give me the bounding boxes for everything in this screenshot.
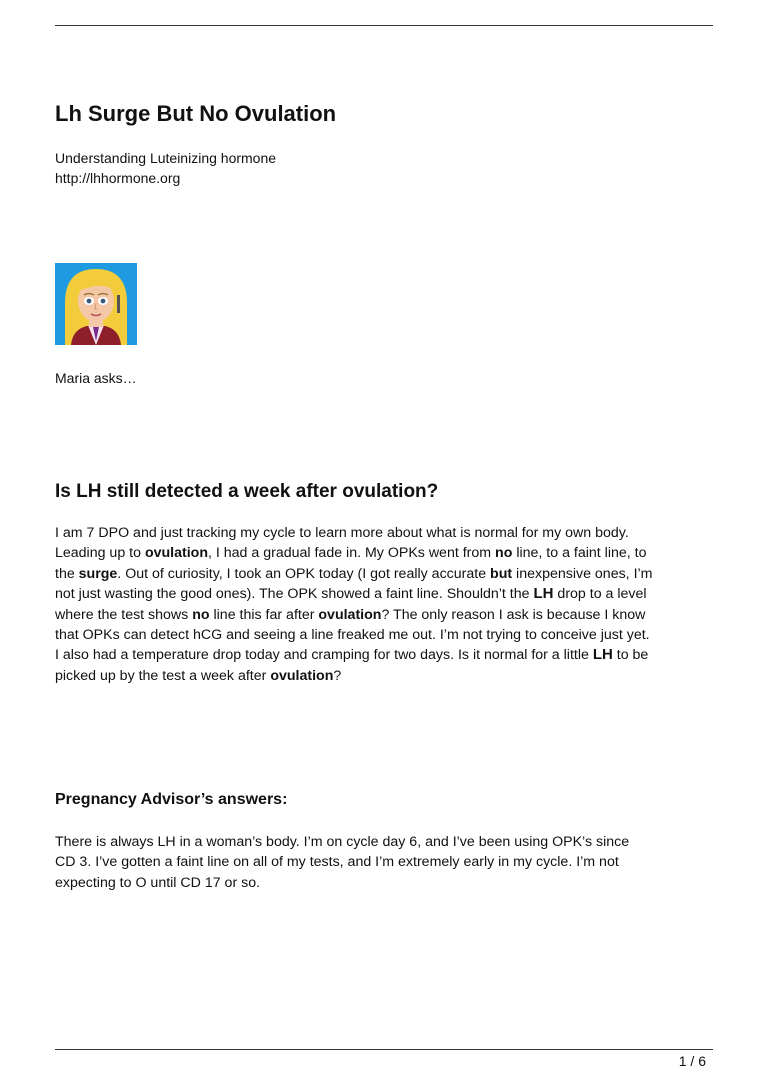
bold-keyword: no xyxy=(192,606,210,623)
bold-keyword: LH xyxy=(533,585,554,603)
text-run: line, to a faint line, to xyxy=(512,545,647,562)
text-run: where the test shows xyxy=(55,606,193,623)
question-body xyxy=(55,523,725,686)
text-run: , I had a gradual fade in. My OPKs went from xyxy=(208,545,496,562)
text-run: I am 7 DPO and just tracking my cycle to learn more about what is normal for my own body. xyxy=(55,525,629,541)
text-run: line this far after xyxy=(209,606,319,623)
bold-keyword: ovulation xyxy=(270,667,334,684)
text-line xyxy=(55,564,725,584)
text-line xyxy=(55,543,725,563)
bold-keyword: ovulation xyxy=(144,545,208,562)
text-run: expecting to O until CD 17 or so. xyxy=(55,874,261,891)
text-run: CD 3. I’ve gotten a faint line on all of my tests, and I’m extremely early in my cycle. I’m not xyxy=(55,854,619,871)
text-run: ? The only reason I ask is because I know xyxy=(381,606,646,623)
source-url: http://lhhormone.org xyxy=(55,170,181,186)
bold-keyword: LH xyxy=(592,646,613,664)
answer-body xyxy=(55,832,725,893)
question-title: Is LH still detected a week after ovulation? xyxy=(55,481,439,502)
text-run: inexpensive ones, I’m xyxy=(512,565,653,582)
bold-keyword: no xyxy=(495,545,513,562)
header-rule xyxy=(55,25,713,26)
text-line xyxy=(55,873,725,893)
bold-keyword: surge xyxy=(78,565,118,582)
text-run: not just wasting the good ones). The OPK showed a faint line. Shouldn’t the xyxy=(55,586,534,603)
text-run: picked up by the test a week after xyxy=(55,667,271,684)
text-run: Leading up to xyxy=(55,545,145,562)
text-line xyxy=(55,645,725,665)
bold-keyword: ovulation xyxy=(318,606,382,623)
text-run: There is always LH in a woman’s body. I’m on cycle day 6, and I’ve been using OPK’s since xyxy=(55,834,630,850)
text-line xyxy=(55,625,725,645)
answers-heading: Pregnancy Advisor’s answers: xyxy=(55,791,288,808)
text-run: the xyxy=(55,565,79,582)
avatar-icon xyxy=(55,263,137,345)
text-line xyxy=(55,852,725,872)
page-number: 1 / 6 xyxy=(678,1053,706,1069)
document-subtitle: Understanding Luteinizing hormone xyxy=(55,150,277,166)
text-line xyxy=(55,666,725,686)
text-run: ? xyxy=(333,667,342,684)
asker-label: Maria asks… xyxy=(55,370,137,386)
text-run: that OPKs can detect hCG and seeing a line freaked me out. I’m not trying to conceive just yet. xyxy=(55,627,650,644)
text-run: I also had a temperature drop today and cramping for two days. Is it normal for a little xyxy=(55,647,593,664)
text-run: . Out of curiosity, I took an OPK today (I got really accurate xyxy=(117,565,491,582)
text-line xyxy=(55,584,725,604)
text-line xyxy=(55,832,725,852)
text-line xyxy=(55,523,725,543)
document-title: Lh Surge But No Ovulation xyxy=(55,101,337,126)
text-run: to be xyxy=(612,647,649,664)
footer-rule xyxy=(55,1049,713,1050)
bold-keyword: but xyxy=(490,565,513,582)
text-run: drop to a level xyxy=(553,586,647,603)
text-line xyxy=(55,605,725,625)
